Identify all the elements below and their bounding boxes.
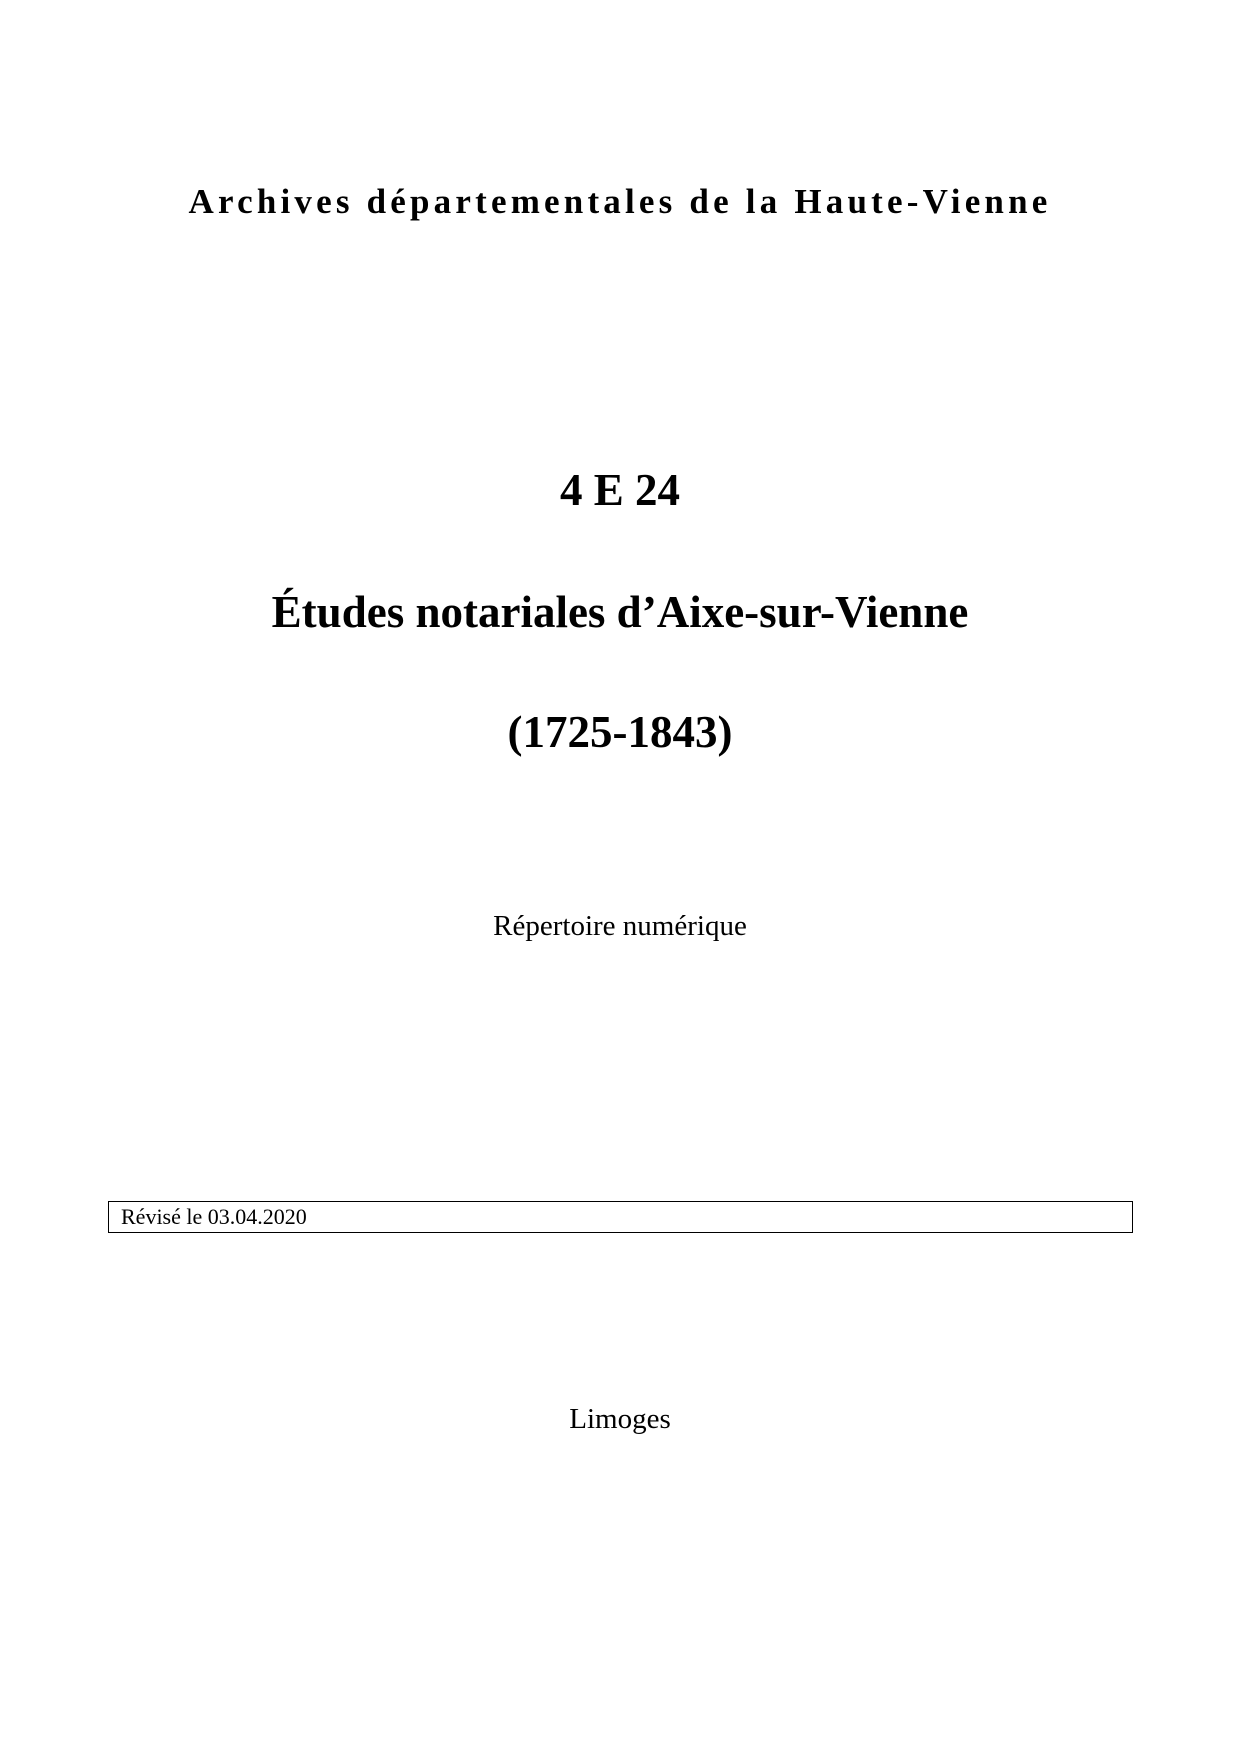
institution-heading: Archives départementales de la Haute-Vienne	[188, 182, 1052, 221]
archive-reference: 4 E 24	[559, 465, 680, 515]
document-subtitle: Répertoire numérique	[493, 910, 747, 942]
date-range: (1725-1843)	[507, 707, 733, 757]
revision-box	[108, 1201, 1133, 1233]
document-title: Études notariales d’Aixe-sur-Vienne	[271, 587, 969, 637]
publication-place: Limoges	[569, 1403, 671, 1435]
revision-date: Révisé le 03.04.2020	[121, 1204, 307, 1229]
